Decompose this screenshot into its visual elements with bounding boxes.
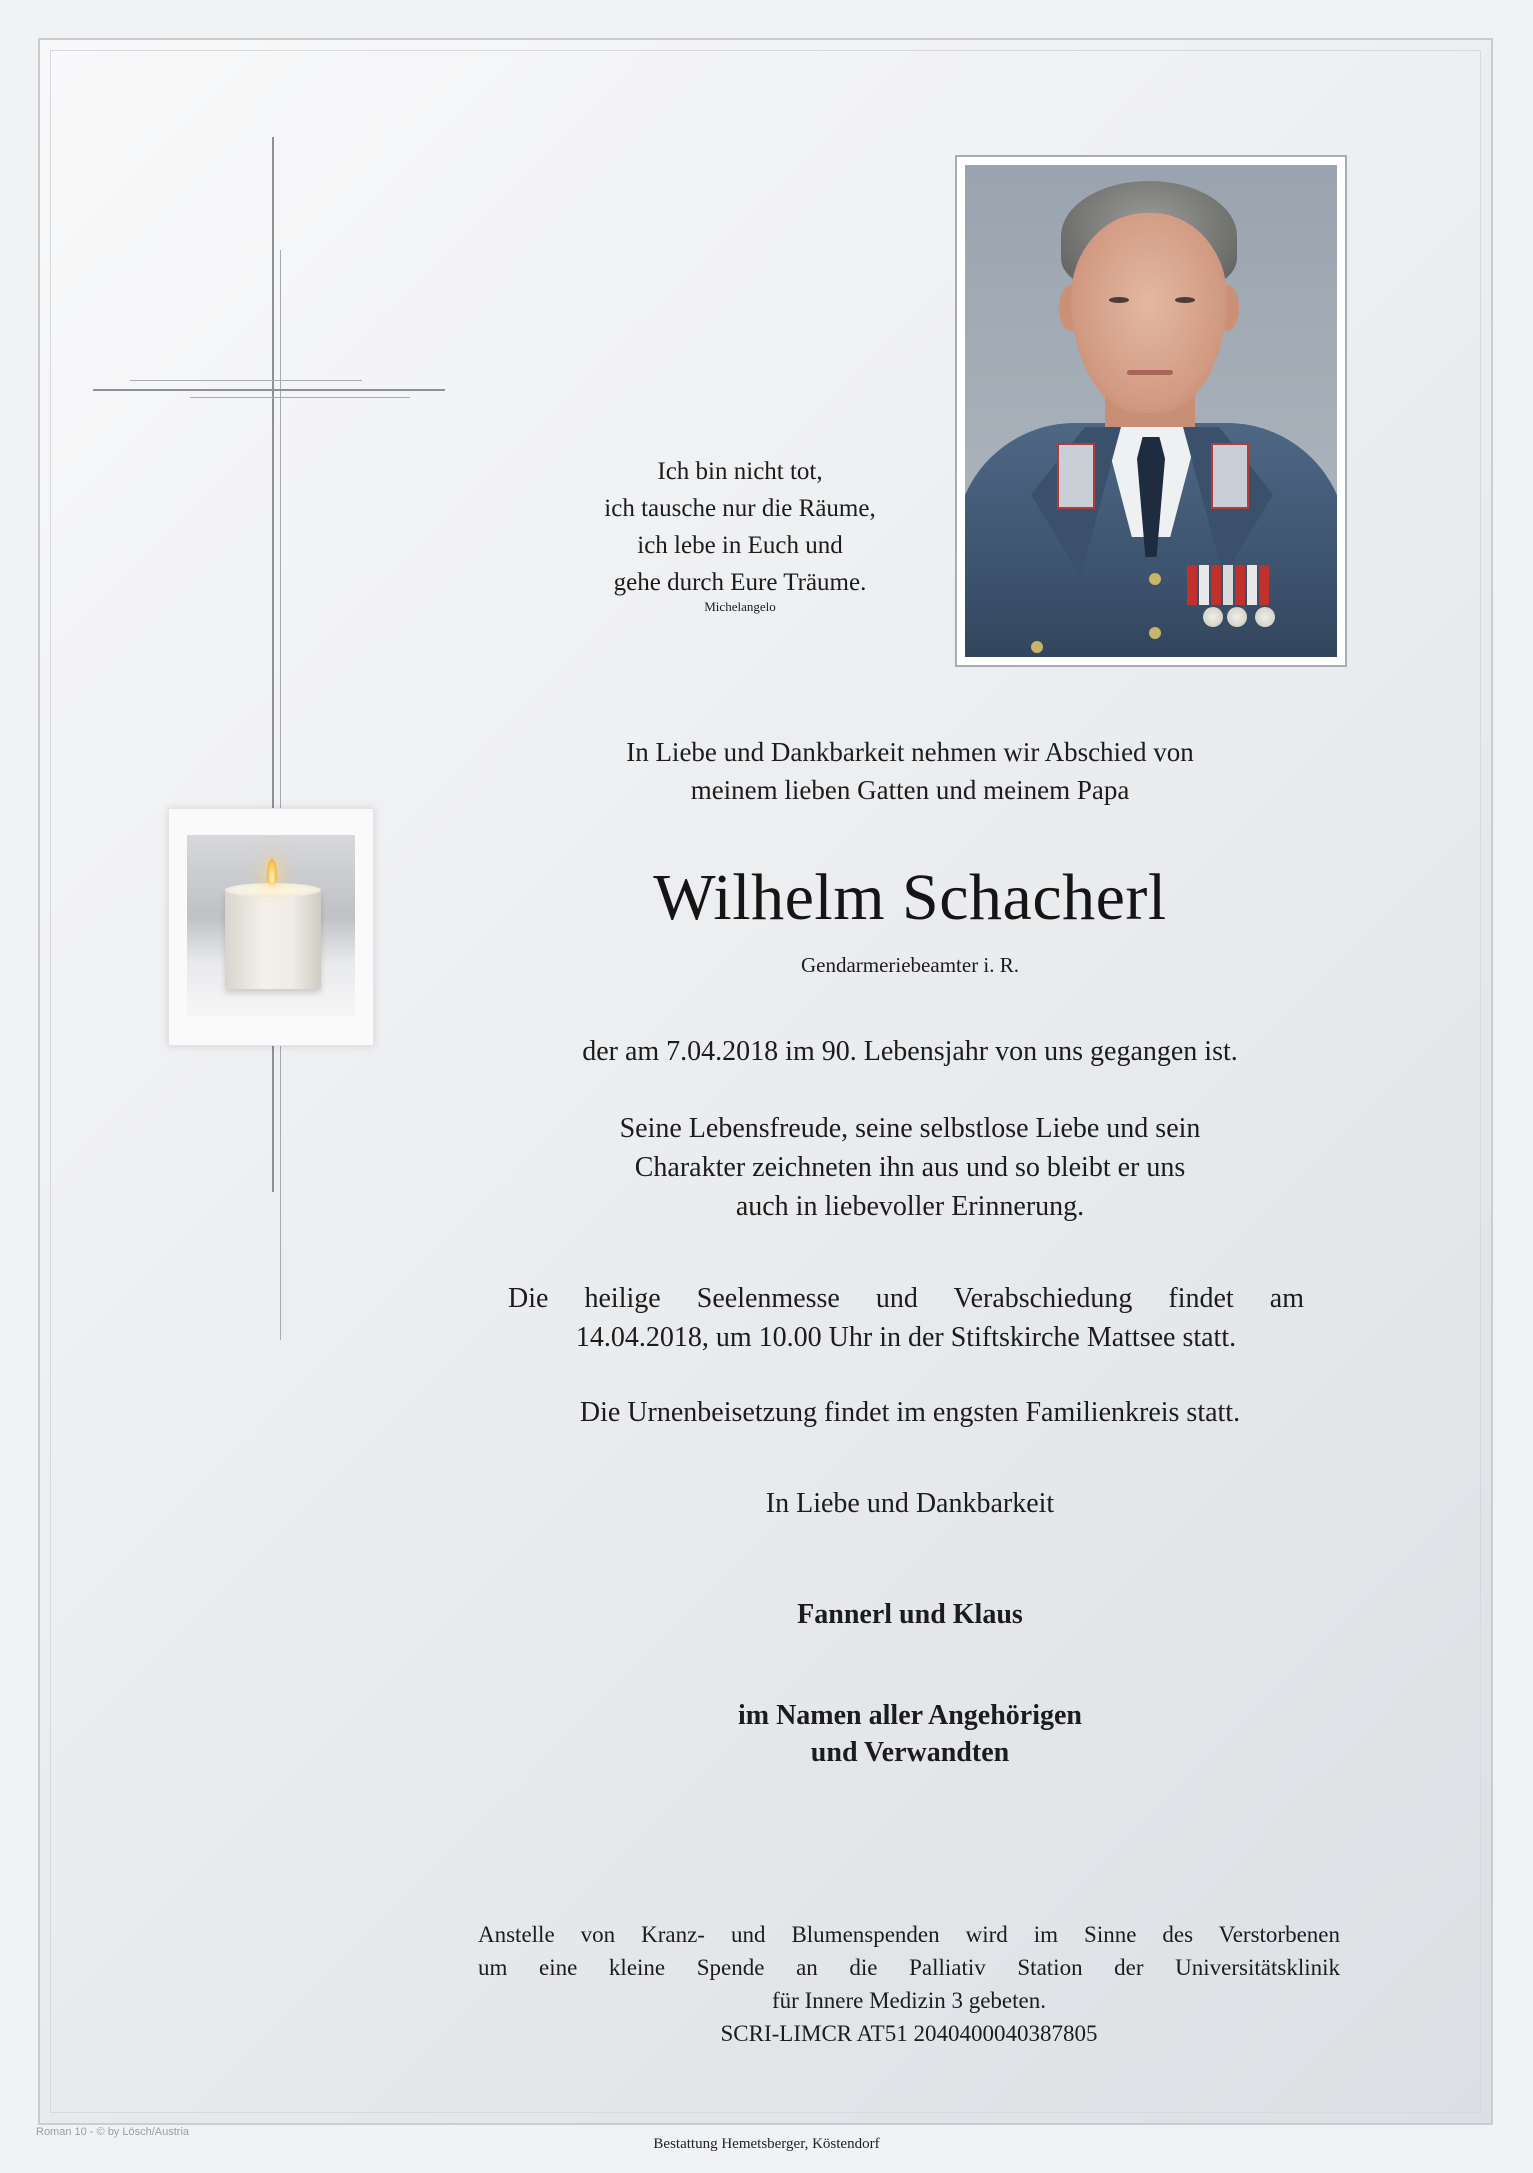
- candle-flame-icon: [267, 859, 277, 885]
- candle-body: [225, 889, 321, 989]
- relatives-line: im Namen aller Angehörigen: [737, 1700, 1082, 1731]
- portrait-image: [965, 165, 1337, 657]
- candle-photo: [168, 808, 374, 1046]
- portrait-eye: [1175, 297, 1195, 303]
- portrait-collar-patch: [1057, 443, 1095, 509]
- funeral-home: Bestattung Hemetsberger, Köstendorf: [653, 2136, 880, 2152]
- death-notice: der am 7.04.2018 im 90. Lebensjahr von uns gegangen ist.: [582, 1036, 1238, 1067]
- mass-notice: [508, 1279, 1304, 1357]
- intro-line: In Liebe und Dankbarkeit nehmen wir Abschied von: [626, 737, 1194, 767]
- portrait-medal-ribbon: [1259, 565, 1269, 605]
- deceased-name: Wilhelm Schacherl: [653, 861, 1167, 934]
- relatives-line: und Verwandten: [810, 1737, 1010, 1768]
- portrait-medal-ribbon: [1199, 565, 1209, 605]
- tribute-line: Charakter zeichneten ihn aus und so bleibt er uns: [634, 1152, 1186, 1183]
- donation-line: um eine kleine Spende an die Palliativ Station der Universitätsklinik: [478, 1955, 1340, 1980]
- template-credit: Roman 10 - © by Lösch/Austria: [36, 2126, 190, 2138]
- portrait-medal: [1227, 607, 1247, 627]
- intro-line: meinem lieben Gatten und meinem Papa: [690, 775, 1130, 805]
- intro-text: [500, 733, 1320, 809]
- portrait-medal-ribbon: [1235, 565, 1245, 605]
- portrait-medal: [1255, 607, 1275, 627]
- portrait-button: [1149, 573, 1161, 585]
- donation-notice: [478, 1918, 1340, 2050]
- portrait-button: [1149, 627, 1161, 639]
- poem-line: ich lebe in Euch und: [637, 532, 843, 559]
- poem-line: Ich bin nicht tot,: [657, 458, 823, 485]
- portrait-medal-ribbon: [1187, 565, 1197, 605]
- candle-top: [225, 883, 321, 897]
- portrait-mouth: [1127, 370, 1173, 375]
- poem-line: ich tausche nur die Räume,: [604, 495, 876, 522]
- portrait-face: [1071, 213, 1227, 413]
- relatives-text: [500, 1697, 1320, 1771]
- donation-line: für Innere Medizin 3 gebeten.: [772, 1988, 1046, 2013]
- tribute-text: [500, 1109, 1320, 1226]
- poem: [540, 453, 940, 615]
- tribute-line: auch in liebevoller Erinnerung.: [735, 1191, 1085, 1222]
- mass-line: 14.04.2018, um 10.00 Uhr in der Stiftskirche Mattsee statt.: [575, 1322, 1237, 1353]
- portrait-medal-ribbon: [1211, 565, 1221, 605]
- poem-line: gehe durch Eure Träume.: [613, 569, 867, 596]
- tribute-line: Seine Lebensfreude, seine selbstlose Liebe und sein: [619, 1113, 1201, 1144]
- portrait-button: [1031, 641, 1043, 653]
- donation-iban: SCRI-LIMCR AT51 2040400040387805: [720, 2021, 1098, 2046]
- poem-author: Michelangelo: [704, 599, 776, 614]
- urn-notice: Die Urnenbeisetzung findet im engsten Familienkreis statt.: [579, 1397, 1241, 1428]
- signers: Fannerl und Klaus: [797, 1599, 1023, 1630]
- portrait-medal-ribbon: [1223, 565, 1233, 605]
- closing-phrase: In Liebe und Dankbarkeit: [765, 1488, 1055, 1519]
- portrait-collar-patch: [1211, 443, 1249, 509]
- deceased-profession: Gendarmeriebeamter i. R.: [800, 953, 1020, 977]
- portrait-medal: [1203, 607, 1223, 627]
- candle-image: [187, 835, 355, 1017]
- portrait-eye: [1109, 297, 1129, 303]
- portrait-medal-ribbon: [1247, 565, 1257, 605]
- mass-line: Die heilige Seelenmesse und Verabschiedung findet am: [508, 1283, 1304, 1314]
- donation-line: Anstelle von Kranz- und Blumenspenden wird im Sinne des Verstorbenen: [478, 1922, 1340, 1947]
- portrait-photo: [955, 155, 1347, 667]
